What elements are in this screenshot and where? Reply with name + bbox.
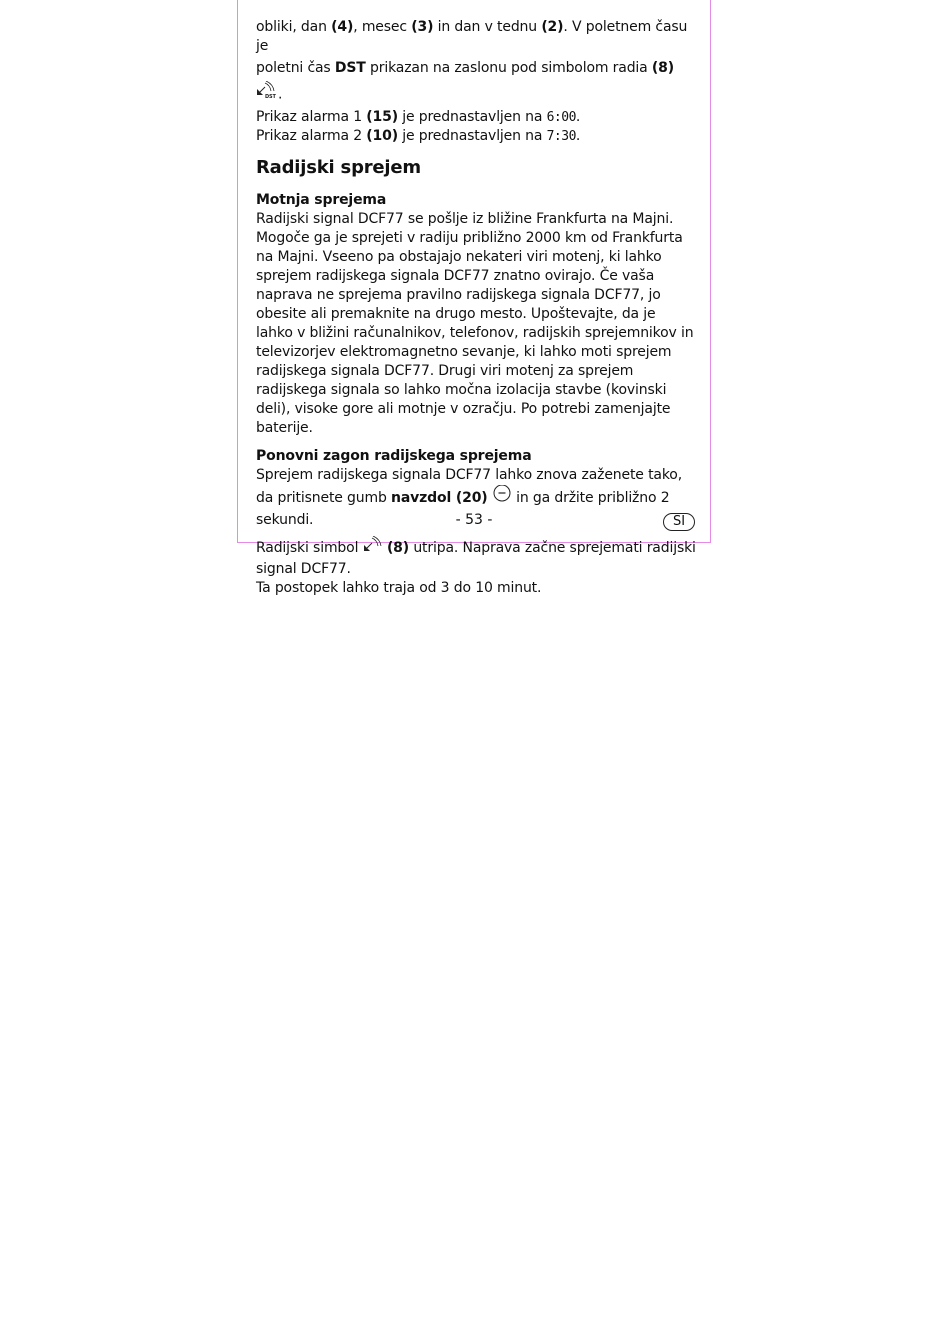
text-run: . (575, 109, 581, 125)
language-badge: SI (663, 513, 695, 531)
page-number: - 53 - (455, 512, 493, 528)
text-run: . (575, 128, 581, 144)
subsection-heading-restart: Ponovni zagon radijskega sprejema (256, 448, 532, 464)
subsection-heading-interference: Motnja sprejema (256, 192, 387, 208)
text-run: in ga držite približno 2 sekundi. (256, 490, 670, 528)
intro-line-4 (256, 127, 696, 146)
intro-line-1 (256, 18, 696, 56)
ref-number: (4) (331, 19, 354, 35)
radio-dst-icon (256, 81, 278, 108)
text-run: , mesec (353, 19, 412, 35)
text-run: in dan v tednu (433, 19, 542, 35)
lcd-time-display: 7:30 (546, 129, 576, 144)
ref-number: (15) (366, 109, 398, 125)
text-run: Prikaz alarma 1 (256, 109, 367, 125)
icon-label: DST (265, 94, 276, 99)
text-run: . V poletnem času je (256, 19, 688, 54)
paragraph-radio-symbol (256, 536, 696, 579)
text-run: obliki, dan (256, 19, 332, 35)
text-run: je prednastavljen na (397, 128, 547, 144)
ref-number: (8) (651, 60, 674, 76)
section-title: Radijski sprejem (256, 157, 421, 178)
text-run: prikazan na zaslonu pod simbolom radia (365, 60, 652, 76)
intro-line-3 (256, 108, 696, 127)
dst-label: DST (334, 60, 366, 76)
text-run: poletni čas (256, 60, 335, 76)
text-run: Radijski simbol (256, 540, 363, 556)
page-footer (237, 511, 711, 533)
ref-number: (8) (386, 540, 410, 556)
paragraph-duration: Ta postopek lahko traja od 3 do 10 minut. (256, 580, 542, 596)
paragraph-interference: Radijski signal DCF77 se pošlje iz bližine Frankfurta na Majni. Mogoče ga je sprejeti v radiju približno 2000 km od Frankfurta na Majni. Vseeno pa obstajajo nekateri viri motenj, ki lahko sprejem radijskega signala DCF77 znatno ovirajo. Če vaša naprava ne sprejema pravilno radijskega signala DCF77, jo obesite ali premaknite na drugo mesto. Upoštevajte, da je lahko v bližini računalnikov, telefonov, radijskih sprejemnikov in televizorjev elektromagnetno sevanje, ki lahko moti sprejem radijskega signala DCF77. Drugi viri motenj za sprejem radijskega signala so lahko močna izolacija stavbe (kovinski deli), visoke gore ali motnje v ozračju. Po potrebi zamenjajte baterije. (256, 211, 694, 436)
button-ref: navzdol (20) (391, 490, 488, 506)
ref-number: (10) (366, 128, 398, 144)
text-run: . (278, 86, 283, 103)
lcd-time-display: 6:00 (546, 110, 576, 125)
radio-tower-icon (363, 536, 383, 560)
text-run: utripa. Naprava začne sprejemati radijski signal DCF77. (256, 540, 696, 577)
ref-number: (3) (411, 19, 434, 35)
text-run: Prikaz alarma 2 (256, 128, 367, 144)
text-run: je prednastavljen na (397, 109, 547, 125)
text-run: Sprejem radijskega signala DCF77 lahko znova zaženete tako, da pritisnete gumb (256, 467, 683, 506)
intro-line-2 (256, 56, 696, 108)
minus-circle-icon (492, 485, 512, 511)
ref-number: (2) (541, 19, 564, 35)
